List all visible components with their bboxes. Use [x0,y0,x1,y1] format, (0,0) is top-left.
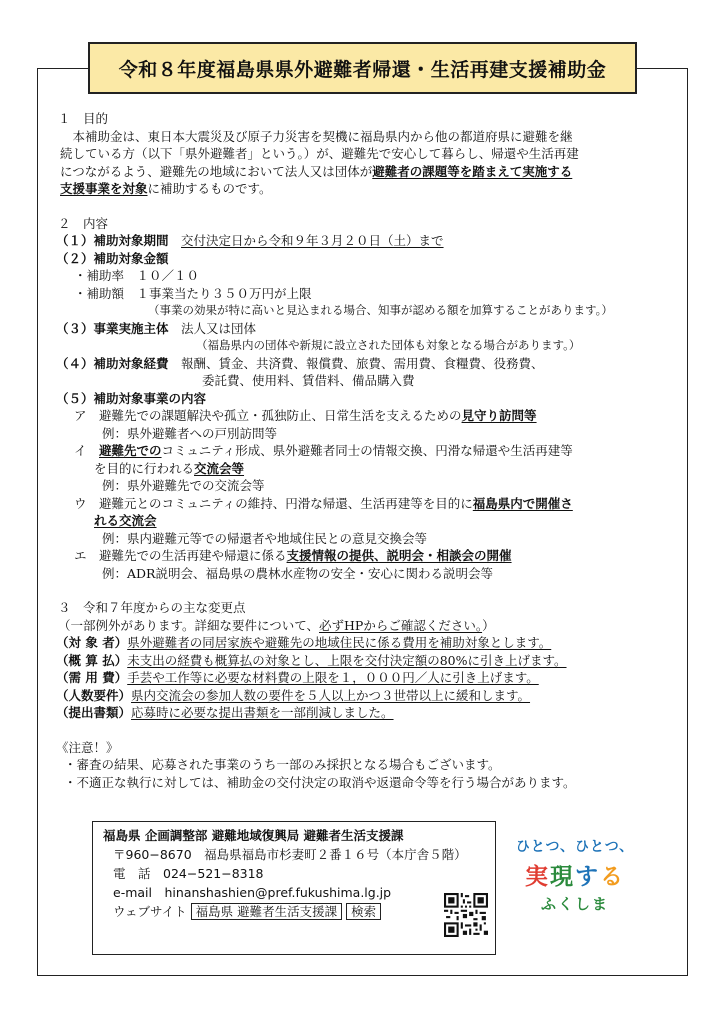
tel-value[interactable]: 024−521−8318 [163,866,264,881]
subsidy-rate: ・補助率 １０／１０ [74,268,200,283]
content-d-text: 避難先での生活再建や帰還に係る [99,548,287,563]
subsidy-amount-note: （事業の効果が特に高いと見込まれる場合、知事が認める額を加算することがあります。） [148,303,613,317]
change-label: （対 象 者） [56,635,128,650]
implementer-note: （福島県内の団体や新規に設立された団体も対象となる場合があります。） [196,338,581,352]
main-content [56,110,676,791]
purpose-emphasis: 避難者の課題等を踏まえて実施する [372,163,573,179]
email-value[interactable]: hinanshashien@pref.fukushima.lg.jp [164,885,392,900]
change-text: 県外避難者の同居家族や避難先の地域住民に係る費用を補助対象とします。 [127,635,552,650]
web-search-term[interactable]: 福島県 避難者生活支援課 [191,903,342,920]
purpose-text-2: に補助するものです。 [147,181,272,196]
change-text: 応募時に必要な提出書類を一部削減しました。 [131,705,394,720]
web-label: ウェブサイト [113,904,187,919]
content-b-text-1: コミュニティ形成、県外避難者同士の情報交換、円滑な帰還や生活再建等 [161,443,573,458]
contact-tel-row [103,864,495,883]
implementer-value: 法人又は団体 [181,320,257,336]
content-d-example: 例：ADR説明会、福島県の農林水産物の安全・安心に関わる説明会等 [102,565,493,581]
subsidy-amount: ・補助額 １事業当たり３５０万円が上限 [74,285,312,301]
purpose-emphasis-2: 支援事業を対象 [60,181,148,196]
content-item-a [56,407,676,425]
content-d-emphasis: 支援情報の提供、説明会・相談会の開催 [286,548,512,563]
change-row [56,652,676,670]
content-item-d [56,547,676,565]
fukushima-logo [515,836,635,924]
content-c-emphasis-2: れる交流会 [94,513,157,528]
change-row [56,704,676,722]
purpose-line-2: 続している方（以下「県外避難者」という。）が、避難先で安心して暮らし、帰還や生活再建 [60,146,579,161]
contact-email-row [103,883,495,902]
implementer-label: （３）事業実施主体 [56,320,169,336]
change-text: 手芸や工作等に必要な材料費の上限を１，０００円／人に引き上げます。 [127,670,539,685]
item-implementer [56,320,676,338]
item-expenses [56,355,676,373]
section-2-heading: ２ 内容 [58,215,109,231]
qr-code-icon [444,893,488,937]
content-a-example: 例：県外避難者への戸別訪問等 [102,425,278,441]
content-c-emphasis-1: 福島県内で開催さ [472,495,573,511]
logo-line-2: 実現する [525,864,625,890]
expenses-label: （４）補助対象経費 [56,355,169,371]
change-label: （需 用 費） [56,670,128,685]
period-value: 交付決定日から令和９年３月２０日（土）まで [181,233,444,248]
purpose-line-1: 本補助金は、東日本大震災及び原子力災害を契機に福島県内から他の都道府県に避難を継 [60,128,573,144]
section-3-heading: ３ 令和７年度からの主な変更点 [58,600,246,615]
content-b-emphasis-1: 避難先での [99,443,162,458]
changes-note-text: （一部例外があります。詳細な要件について、 [58,617,320,633]
purpose-line-3 [56,163,676,181]
contact-web-row [103,902,495,921]
search-button[interactable]: 検索 [346,903,381,920]
changes-note-close: ） [482,617,495,633]
contact-box [92,821,496,955]
content-b-emphasis-2: 交流会等 [194,460,245,476]
changes-note [56,617,676,635]
expenses-value-1: 報酬、賃金、共済費、報償費、旅費、需用費、食糧費、役務費、 [181,355,544,371]
notice-heading: 《注意！》 [56,739,119,755]
content-a-text: 避難先での課題解決や孤立・孤独防止、日常生活を支えるための [99,408,462,423]
notice-item-2: ・不適正な執行に対しては、補助金の交付決定の取消や返還命令等を行う場合があります。 [64,774,576,790]
content-d-mark: エ [74,548,87,563]
content-item-b-cont [56,460,676,478]
change-label: （人数要件） [56,687,132,703]
logo-line-3: ふくしま [540,895,609,913]
content-item-c [56,495,676,513]
item-period [56,232,676,250]
change-label: （提出書類） [56,705,132,720]
change-text: 県内交流会の参加人数の要件を５人以上かつ３世帯以上に緩和します。 [131,687,531,703]
content-c-text-1: 避難元とのコミュニティの維持、円滑な帰還、生活再建等を目的に [99,495,473,511]
change-row [56,669,676,687]
expenses-value-2: 委託費、使用料、賃借料、備品購入費 [202,373,415,388]
contact-org: 福島県 企画調整部 避難地域復興局 避難者生活支援課 [103,828,404,843]
content-item-b [56,442,676,460]
tel-label: 電 話 [113,866,151,881]
notice-item-1: ・審査の結果、応募された事業のうち一部のみ採択となる場合もございます。 [64,757,501,772]
purpose-text: につながるよう、避難先の地域において法人又は団体が [60,163,373,179]
item-content-label: （５）補助対象事業の内容 [56,390,207,406]
item-amount-label: （２）補助対象金額 [56,250,169,266]
change-text: 未支出の経費も概算払の対象とし、上限を交付決定額の80%に引き上げます。 [127,652,567,668]
content-a-emphasis: 見守り訪問等 [461,408,537,423]
section-1-heading: １ 目的 [58,111,109,126]
content-b-example: 例：県外避難先での交流会等 [102,478,265,493]
purpose-line-4 [56,180,676,198]
change-row [56,634,676,652]
changes-note-emphasis: 必ずHPからご確認ください。 [319,617,483,633]
change-label: （概 算 払） [56,652,128,668]
content-a-mark: ア [74,408,87,423]
contact-address: 〒960−8670 福島県福島市杉妻町２番１６号（本庁舎５階） [113,847,467,862]
period-label: （１）補助対象期間 [56,233,169,248]
page-title: 令和８年度福島県県外避難者帰還・生活再建支援補助金 [88,42,637,94]
logo-line-1: ひとつ、ひとつ、 [515,839,635,855]
content-b-text-2: を目的に行われる [94,460,195,476]
content-b-mark: イ [74,443,87,458]
email-label: e-mail [113,885,152,900]
change-row [56,687,676,705]
content-c-mark: ウ [74,495,87,511]
content-c-example: 例：県内避難元等での帰還者や地域住民との意見交換会等 [102,530,428,546]
